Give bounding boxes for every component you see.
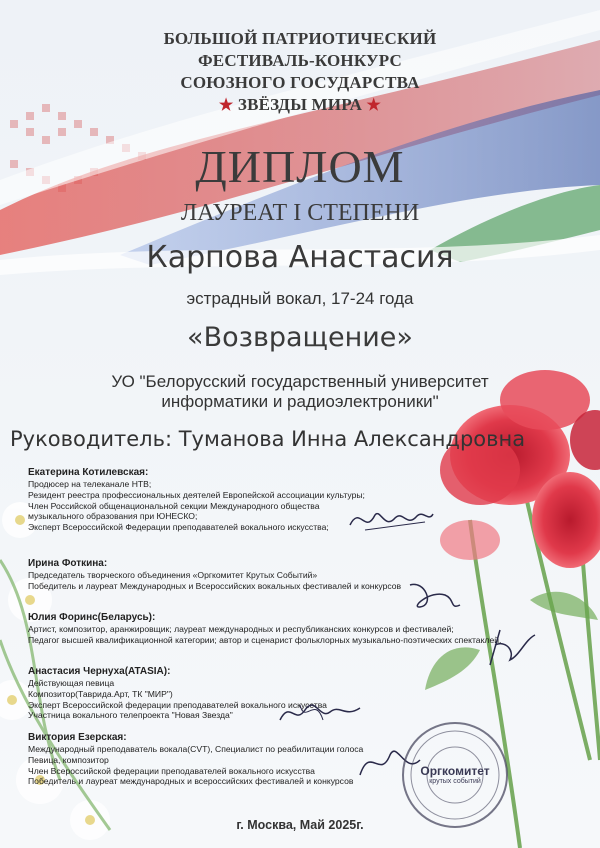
city-date: г. Москва, Май 2025г. — [236, 818, 364, 832]
festival-title-line-2: ФЕСТИВАЛЬ-КОНКУРС — [198, 51, 402, 70]
jury-credential: Резидент реестра профессиональных деятелей Европейской ассоциации культуры; — [28, 489, 365, 500]
jury-credential: Певица, композитор — [28, 754, 109, 765]
jury-member-name: Юлия Форинс(Беларусь): — [28, 612, 156, 623]
jury-member — [28, 466, 588, 533]
jury-credential: Эксперт Всероссийской Федерации преподавателей вокального искусства; — [28, 522, 329, 533]
jury-credential: Продюсер на телеканале НТВ; — [28, 479, 152, 489]
organization-line-1: УО "Белорусский государственный университет — [111, 372, 489, 391]
jury-member-name: Ирина Фоткина: — [28, 558, 108, 569]
festival-title-line-3: СОЮЗНОГО ГОСУДАРСТВА — [180, 73, 420, 92]
festival-name: ЗВЁЗДЫ МИРА — [237, 95, 363, 114]
nomination-category: эстрадный вокал, 17-24 года — [186, 289, 414, 308]
jury-credential: Педагог высшей квалификационной категории; автор и сценарист фольклорных музыкально-поэтических спектаклей. — [28, 634, 502, 645]
diploma-title: ДИПЛОМ — [195, 141, 405, 192]
festival-title-line-1: БОЛЬШОЙ ПАТРИОТИЧЕСКИЙ — [163, 29, 437, 48]
organizer-stamp — [400, 720, 510, 830]
festival-title-line-4 — [0, 94, 600, 117]
signature-image — [480, 625, 540, 670]
leader-name: Руководитель: Туманова Инна Александровна — [10, 427, 526, 451]
jury-credential: Член Российской общенациональной секции Международного общества — [28, 500, 320, 511]
jury-credential: Член Всероссийской федерации преподавателей вокального искусства — [28, 765, 315, 776]
jury-credential: Композитор(Таврида.Арт, ТК "МИР") — [28, 688, 173, 699]
jury-member-name: Анастасия Чернуха(ATASIA): — [28, 666, 171, 677]
laureate-degree: ЛАУРЕАТ I СТЕПЕНИ — [180, 200, 420, 226]
recipient-name: Карпова Анастасия — [146, 240, 454, 275]
jury-credential: музыкального образования при ЮНЕСКО; — [28, 511, 198, 522]
red-star-icon: ★ — [366, 97, 382, 114]
jury-member — [28, 557, 588, 592]
jury-member-name: Виктория Езерская: — [28, 732, 127, 743]
organization-line-2: информатики и радиоэлектроники" — [161, 392, 439, 411]
jury-credential: Председатель творческого объединения «Оргкомитет Крутых Событий» — [28, 570, 318, 580]
stamp-sub-text: крутых событий — [429, 778, 481, 785]
signature-image — [275, 690, 365, 730]
stamp-center-text: Оргкомитет — [420, 764, 490, 778]
work-title: «Возвращение» — [187, 322, 413, 353]
signature-image — [405, 575, 465, 615]
jury-credential: Международный преподаватель вокала(CVT), Специалист по реабилитации голоса — [28, 744, 364, 754]
jury-credential: Участница вокального телепроекта "Новая Звезда" — [28, 710, 233, 721]
jury-credential: Эксперт Всероссийской федерации преподавателей вокального искусства — [28, 699, 327, 710]
jury-member-name: Екатерина Котилевская: — [28, 467, 149, 478]
jury-credential: Артист, композитор, аранжировщик; лауреат международных и республиканских конкурсов и фестивалей; — [28, 624, 454, 634]
jury-credential: Действующая певица — [28, 678, 115, 688]
jury-credential: Победитель и лауреат Международных и Всероссийских вокальных фестивалей и конкурсов — [28, 580, 402, 591]
jury-credential: Победитель и лауреат международных и всероссийских фестивалей и конкурсов — [28, 776, 354, 787]
red-star-icon: ★ — [218, 97, 234, 114]
signature-image — [345, 500, 435, 540]
